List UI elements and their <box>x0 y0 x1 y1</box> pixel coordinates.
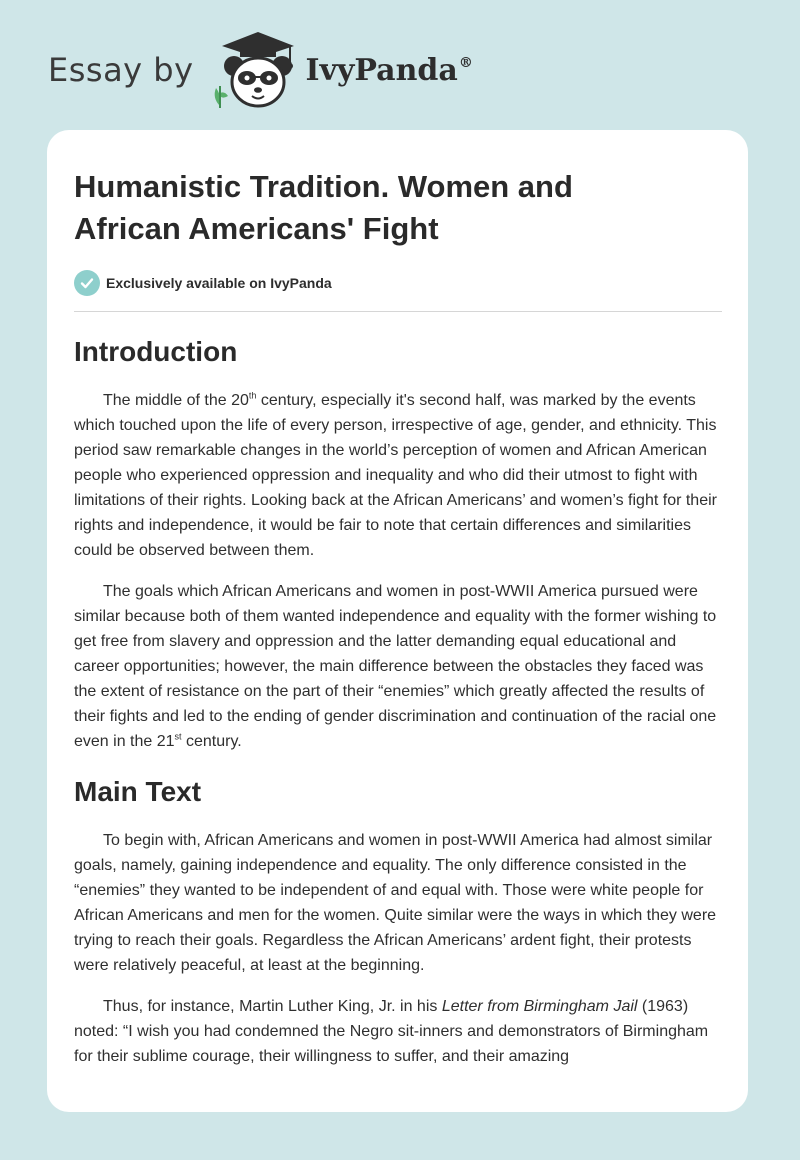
ordinal-suffix: st <box>174 731 182 742</box>
section-heading-introduction: Introduction <box>74 336 238 367</box>
section-heading-main-text: Main Text <box>74 776 202 807</box>
panda-logo-icon[interactable] <box>210 30 306 110</box>
paragraph-text: century. <box>181 733 242 750</box>
exclusive-badge-label: Exclusively available on IvyPanda <box>106 275 332 291</box>
paragraph: To begin with, African Americans and women in post-WWII America had almost similar goals, namely, gaining independence and equality. The only difference consisted in the “enemies” they wanted to be independent of and equal with. Those were white people for African Americans and men for the women. Quite similar were the ways in which they were trying to reach their goals. Regardless the African Americans’ ardent fight, their protests were relatively peaceful, at least at the beginning. <box>74 832 717 974</box>
essay-by-label: Essay by <box>48 51 194 89</box>
paragraph-text: The middle of the 20 <box>103 392 249 409</box>
paragraph <box>74 994 722 1069</box>
paragraph-text: century, especially it's second half, was marked by the events which touched upon the life of every person, irrespective of age, gender, and ethnicity. This period saw remarkable changes in the world’s perception of women and African American people who experienced oppression and inequality and who did their utmost to fight with limitations of their rights. Looking back at the African Americans’ and women’s fight for their rights and independence, it would be fair to note that certain differences and similarities could be observed between them. <box>74 392 717 559</box>
divider <box>74 311 722 312</box>
paragraph-text: (1963) noted: “I wish you had condemned the Negro sit-inners and demonstrators of Birmingham for their sublime courage, their willingness to suffer, and their amazing <box>74 998 709 1065</box>
book-title: Letter from Birmingham Jail <box>441 998 638 1015</box>
registered-mark: ® <box>458 54 473 71</box>
brand-name[interactable] <box>306 53 473 88</box>
paragraph <box>74 388 722 563</box>
site-header <box>48 30 473 110</box>
brand-name-text: IvyPanda <box>305 52 458 88</box>
exclusive-badge <box>74 270 722 296</box>
paragraph-text: Thus, for instance, Martin Luther King, Jr. in his <box>103 998 442 1015</box>
ordinal-suffix: th <box>248 390 257 401</box>
article-card <box>47 130 748 1112</box>
checkmark-icon <box>74 270 100 296</box>
paragraph-text: The goals which African Americans and women in post-WWII America pursued were similar because both of them wanted independence and equality with the former wishing to get free from slavery and oppression and the latter demanding equal educational and career opportunities; however, the main difference between the obstacles they faced was the extent of resistance on the part of their “enemies” which greatly affected the results of their fights and led to the ending of gender discrimination and continuation of the racial one even in the 21 <box>74 583 717 750</box>
page-title: Humanistic Tradition. Women and African Americans' Fight <box>74 169 573 246</box>
paragraph <box>74 579 722 754</box>
